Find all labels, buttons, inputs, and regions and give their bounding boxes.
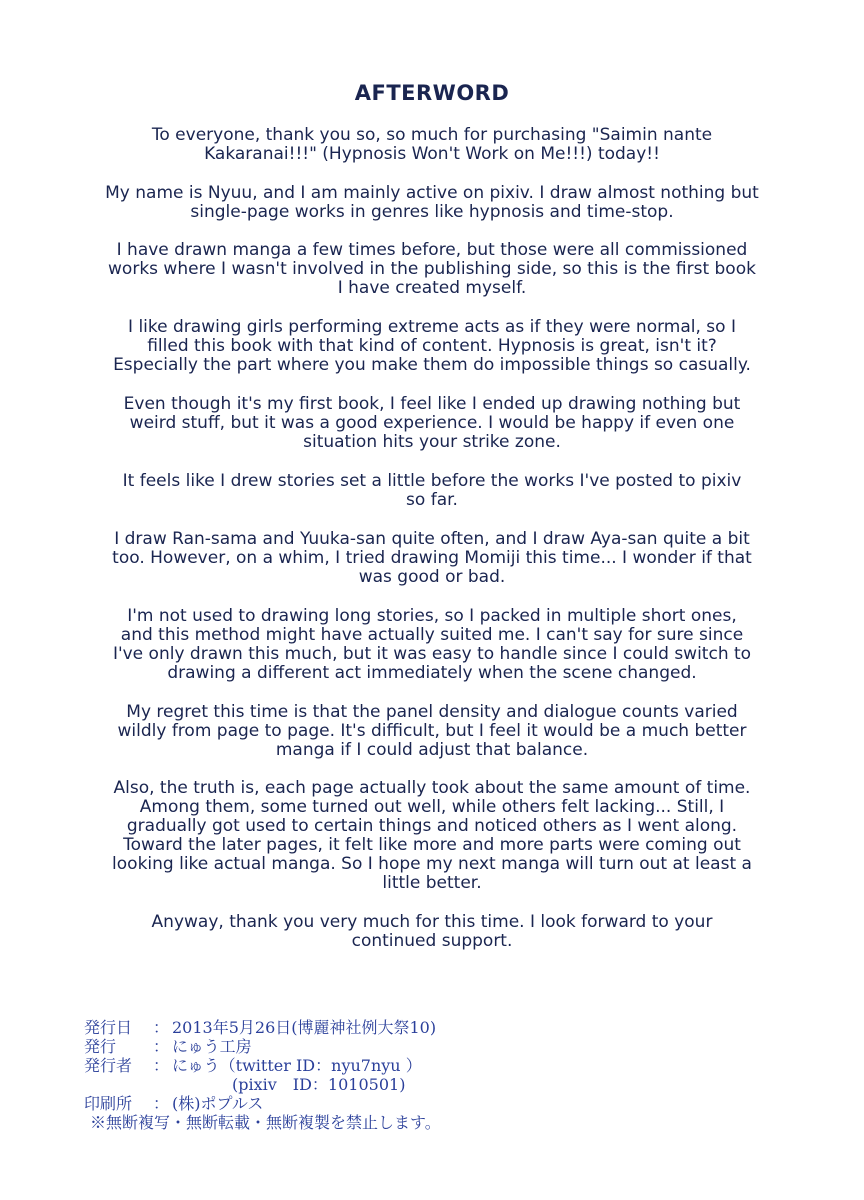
colophon-label: 印刷所 [84, 1094, 133, 1113]
paragraph-thanks [40, 126, 824, 164]
text-line: My name is Nyuu, and I am mainly active on pixiv. I draw almost nothing but [105, 183, 759, 203]
paragraph-first-book [40, 241, 824, 298]
text-line: I have created myself. [337, 278, 527, 298]
paragraph-experience [40, 395, 824, 452]
text-line: was good or bad. [358, 567, 506, 587]
text-line: drawing a different act immediately when the scene changed. [167, 663, 697, 683]
text-line: It feels like I drew stories set a little before the works I've posted to pixiv [122, 471, 742, 491]
colophon-publisher [84, 1037, 441, 1056]
text-line: looking like actual manga. So I hope my next manga will turn out at least a [112, 854, 752, 874]
paragraph-characters [40, 530, 824, 587]
text-line: Among them, some turned out well, while others felt lacking... Still, I [139, 797, 725, 817]
text-line: continued support. [351, 931, 513, 951]
paragraph-timeline [40, 472, 824, 510]
colophon-issue-date [84, 1018, 441, 1037]
text-line: single-page works in genres like hypnosis and time-stop. [190, 202, 674, 222]
paragraph-short-stories [40, 607, 824, 683]
colophon-value: にゅう（twitter ID：nyu7nyu ） [172, 1056, 422, 1075]
text-line: works where I wasn't involved in the publishing side, so this is the first book [108, 259, 756, 279]
paragraph-progress [40, 779, 824, 893]
colophon-separator: ： [152, 1056, 169, 1075]
paragraph-regret [40, 703, 824, 760]
text-line: Especially the part where you make them do impossible things so casually. [113, 355, 751, 375]
colophon-value: (株)ポプルス [172, 1094, 264, 1113]
text-line: little better. [382, 873, 482, 893]
colophon-value: 2013年5月26日(博麗神社例大祭10) [172, 1018, 437, 1037]
text-line: gradually got used to certain things and noticed others as I went along. [126, 816, 738, 836]
colophon-label: 発行者 [84, 1056, 133, 1075]
text-line: I'm not used to drawing long stories, so I packed in multiple short ones, [127, 606, 737, 626]
text-line: weird stuff, but it was a good experience. I would be happy if even one [129, 413, 735, 433]
text-line: and this method might have actually suited me. I can't say for sure since [120, 625, 744, 645]
colophon-issuer [84, 1056, 441, 1075]
colophon-value: にゅう工房 [172, 1037, 252, 1056]
text-line: My regret this time is that the panel density and dialogue counts varied [126, 702, 738, 722]
text-line: Even though it's my first book, I feel like I ended up drawing nothing but [123, 394, 741, 414]
text-line: I draw Ran-sama and Yuuka-san quite often, and I draw Aya-san quite a bit [114, 529, 750, 549]
text-line: Anyway, thank you very much for this time. I look forward to your [151, 912, 713, 932]
paragraph-content [40, 318, 824, 375]
text-line: Toward the later pages, it felt like more and more parts were coming out [123, 835, 741, 855]
text-line: filled this book with that kind of content. Hypnosis is great, isn't it? [147, 336, 717, 356]
text-line: I like drawing girls performing extreme acts as if they were normal, so I [128, 317, 736, 337]
colophon-separator: ： [152, 1018, 169, 1037]
paragraph-introduction [40, 184, 824, 222]
text-line: I've only drawn this much, but it was easy to handle since I could switch to [112, 644, 752, 664]
text-line: To everyone, thank you so, so much for purchasing "Saimin nante [151, 125, 713, 145]
text-line: Also, the truth is, each page actually took about the same amount of time. [113, 778, 751, 798]
text-line: so far. [406, 490, 458, 510]
page-title: AFTERWORD [354, 81, 510, 105]
colophon-printer [84, 1094, 441, 1113]
text-line: I have drawn manga a few times before, but those were all commissioned [116, 240, 748, 260]
text-line: situation hits your strike zone. [303, 432, 561, 452]
colophon [84, 1018, 441, 1132]
colophon-separator: ： [152, 1094, 169, 1113]
colophon-label: 発行 [84, 1037, 117, 1056]
text-line: too. However, on a whim, I tried drawing Momiji this time... I wonder if that [112, 548, 752, 568]
colophon-separator: ： [152, 1037, 169, 1056]
colophon-label: 発行日 [84, 1018, 133, 1037]
colophon-value: (pixiv ID：1010501) [232, 1075, 406, 1094]
colophon-issuer-pixiv [84, 1075, 441, 1094]
copyright-notice: ※無断複写・無断転載・無断複製を禁止します。 [90, 1113, 441, 1132]
text-line: Kakaranai!!!" (Hypnosis Won't Work on Me!!!) today!! [204, 144, 660, 164]
text-line: manga if I could adjust that balance. [275, 740, 589, 760]
paragraph-closing [40, 913, 824, 951]
text-line: wildly from page to page. It's difficult, but I feel it would be a much better [117, 721, 747, 741]
